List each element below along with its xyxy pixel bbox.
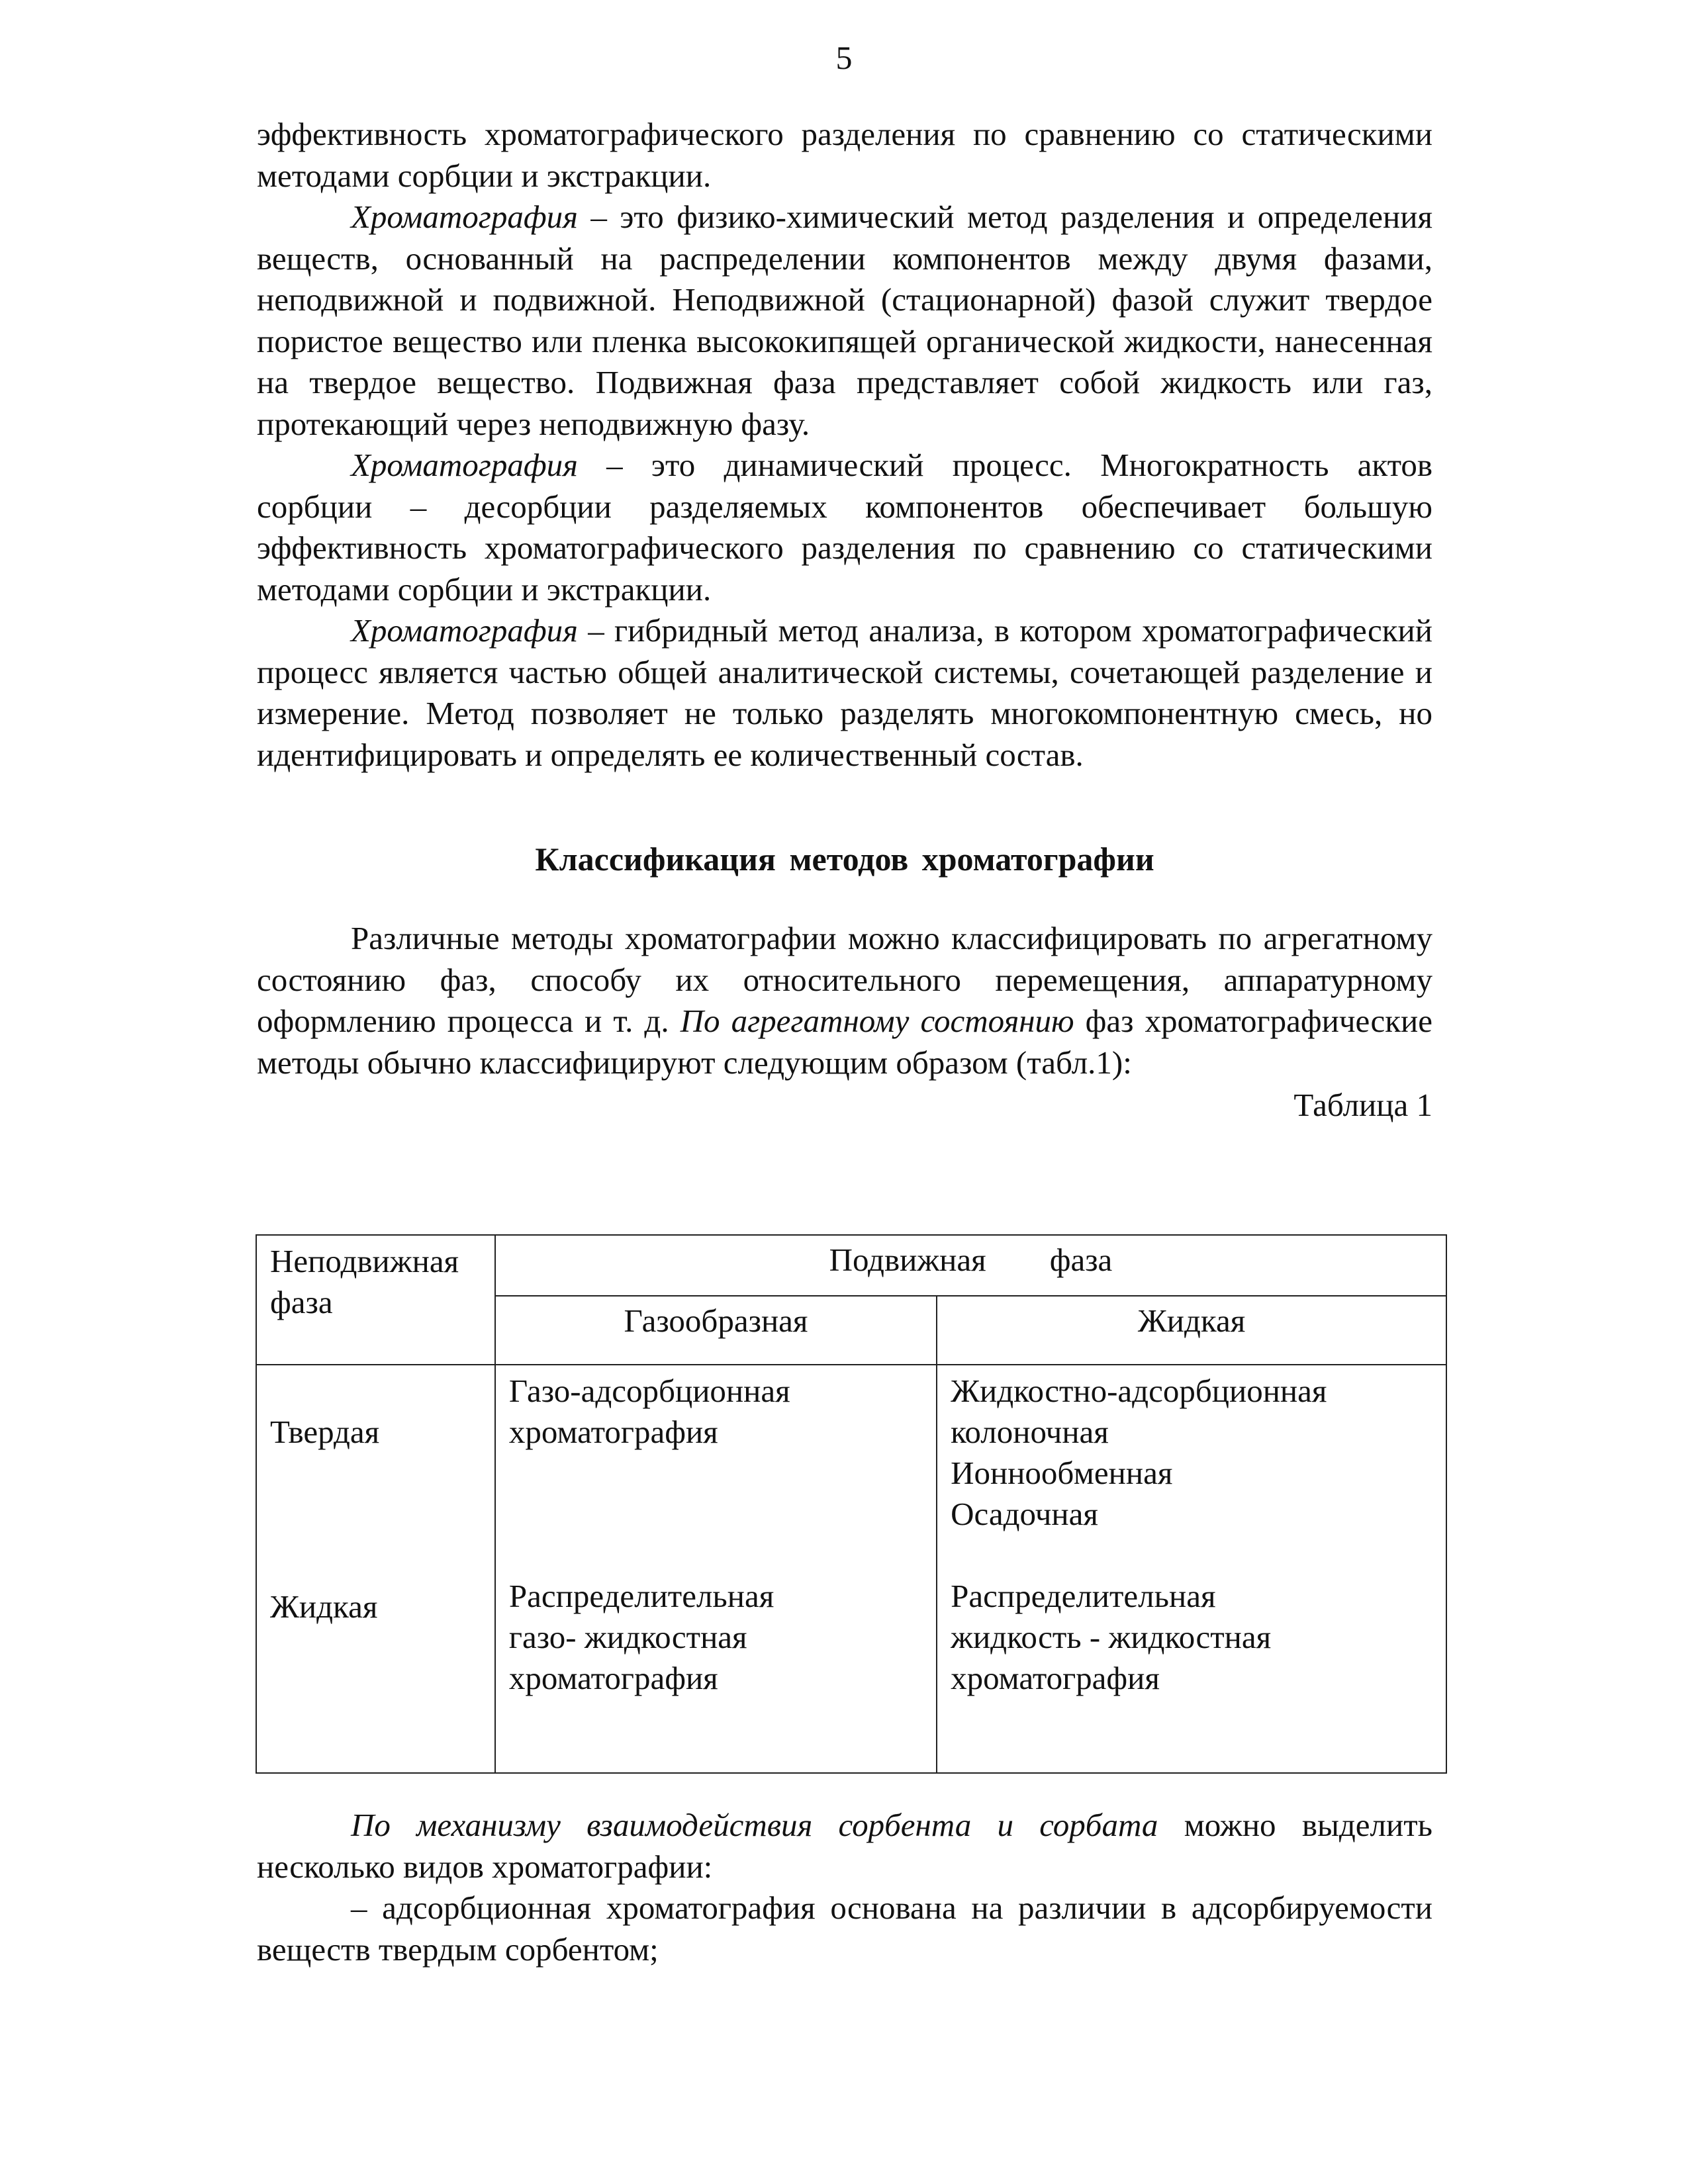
table-cell-text: жидкость - жидкостная xyxy=(951,1619,1272,1655)
term-mechanism: По механизму взаимодействия сорбента и сорбата xyxy=(351,1807,1158,1843)
table-header-row xyxy=(256,1235,1446,1296)
header-liquid: Жидкая xyxy=(937,1296,1446,1365)
table-body-row xyxy=(256,1365,1446,1773)
document-body-continued xyxy=(257,1805,1432,1970)
header-mobile-phase xyxy=(495,1235,1446,1296)
term-chromatography: Хроматография xyxy=(351,447,578,483)
table-cell-text: хроматография xyxy=(508,1660,718,1696)
paragraph-mechanism xyxy=(257,1805,1432,1888)
document-body xyxy=(257,114,1432,1126)
header-text: Неподвижная xyxy=(270,1243,459,1279)
spacer xyxy=(509,1453,923,1576)
table-cell-text: Распределительная xyxy=(508,1578,774,1614)
paragraph-definition-3 xyxy=(257,610,1432,776)
list-item: – адсорбционная хроматография основана на различии в адсорбируемости веществ твердым сорбентом; xyxy=(257,1889,1432,1968)
page-number: 5 xyxy=(835,39,853,76)
paragraph-text: Различные методы хроматографии можно классифицировать по агрегатному состоянию фаз, способу их относительного перемещения, аппаратурному оформлению процесса и т. д. xyxy=(257,920,1432,1039)
liquid-methods-cell xyxy=(937,1365,1446,1773)
table-cell-text: Распределительная xyxy=(951,1578,1216,1614)
spacer xyxy=(951,1535,1432,1576)
row-label-solid: Твердая xyxy=(270,1414,380,1450)
header-text: фаза xyxy=(270,1284,333,1320)
table-cell-text: колоночная xyxy=(951,1414,1109,1450)
table-cell-text: Газо-адсорбционная xyxy=(508,1373,790,1409)
term-chromatography: Хроматография xyxy=(351,612,578,649)
header-text: фаза xyxy=(1049,1242,1113,1278)
paragraph-text: – это физико-химический метод разделения и определения веществ, основанный на распределении компонентов между двумя фазами, неподвижной и подвижной. Неподвижной (стационарной) фазой служит твердое пористое вещество или пленка высококипящей органической жидкости, нанесенная на твердое вещество. Подвижная фаза представляет собой жидкость или газ, протекающий через неподвижную фазу. xyxy=(257,199,1432,442)
paragraph-continuation: эффективность хроматографического разделения по сравнению со статическими методами сорбции и экстракции. xyxy=(257,116,1432,194)
row-labels-cell xyxy=(256,1365,495,1773)
phase-classification-table xyxy=(256,1234,1447,1774)
table-cell-text: Жидкостно-адсорбционная xyxy=(951,1373,1327,1409)
paragraph-definition-1 xyxy=(257,197,1432,445)
section-heading: Классификация методов хроматографии xyxy=(535,841,1154,878)
table-cell-text: газо- жидкостная xyxy=(508,1619,747,1655)
row-label-liquid: Жидкая xyxy=(270,1588,378,1625)
gas-methods-cell xyxy=(495,1365,937,1773)
spacer xyxy=(270,1453,481,1537)
term-chromatography: Хроматография xyxy=(351,199,578,235)
paragraph-text: фаз хроматографические методы обычно классифицируют следующим образом (табл.1): xyxy=(257,1003,1432,1081)
header-gaseous: Газообразная xyxy=(495,1296,937,1365)
term-aggregate-state: По агрегатному состоянию xyxy=(680,1003,1074,1039)
paragraph-classification xyxy=(257,918,1432,1083)
paragraph-definition-2 xyxy=(257,445,1432,610)
table-cell-text: хроматография xyxy=(508,1414,718,1450)
header-text: Подвижная xyxy=(829,1242,986,1278)
table-cell-text: Осадочная xyxy=(951,1496,1098,1532)
paragraph-text: можно выделить несколько видов хроматографии: xyxy=(257,1807,1432,1885)
paragraph-text: – это динамический процесс. Многократность актов сорбции – десорбции разделяемых компонентов обеспечивает большую эффективность хроматографического разделения по сравнению со статическими методами сорбции и экстракции. xyxy=(257,447,1432,608)
table-cell-text: хроматография xyxy=(951,1660,1160,1696)
table-caption: Таблица 1 xyxy=(1293,1087,1432,1123)
header-stationary-phase xyxy=(256,1235,495,1365)
table-cell-text: Ионнообменная xyxy=(951,1455,1173,1491)
paragraph-text: – гибридный метод анализа, в котором хроматографический процесс является частью общей аналитической системы, сочетающей разделение и измерение. Метод позволяет не только разделять многокомпонентную смесь, но идентифицировать и определять ее количественный состав. xyxy=(257,612,1432,773)
